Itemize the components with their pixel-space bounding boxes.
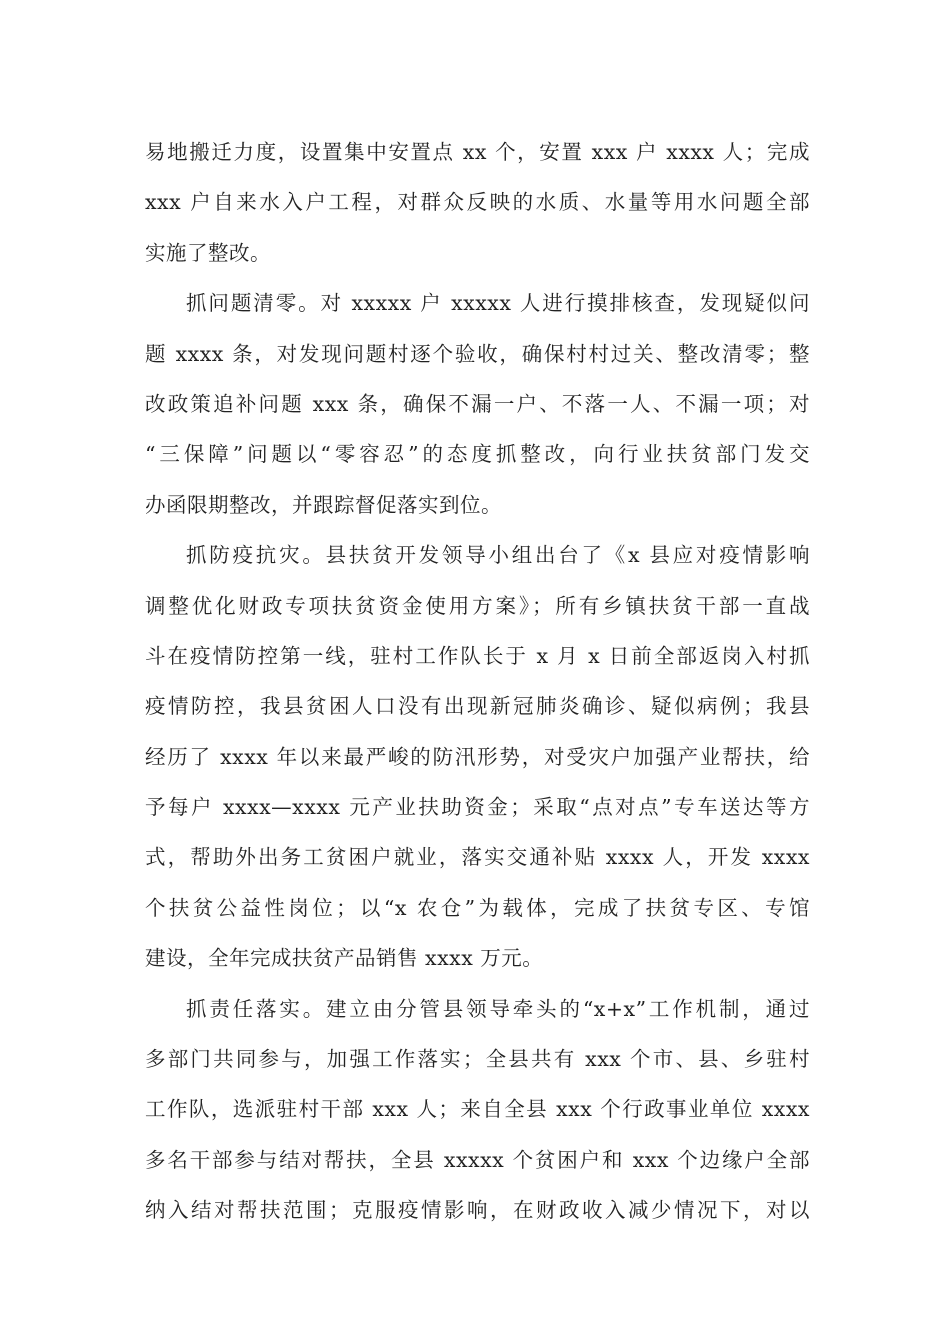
- text-line: 建设，全年完成扶贫产品销售 xxxx 万元。: [145, 946, 544, 971]
- text-line: “三保障”问题以“零容忍”的态度抓整改，向行业扶贫部门发交: [145, 442, 810, 467]
- text-line: 多部门共同参与，加强工作落实；全县共有 xxx 个市、县、乡驻村: [145, 1047, 810, 1072]
- text-line: 抓防疫抗灾。县扶贫开发领导小组出台了《x 县应对疫情影响: [186, 543, 810, 568]
- text-line: 工作队，选派驻村干部 xxx 人；来自全县 xxx 个行政事业单位 xxxx: [145, 1097, 810, 1122]
- paragraph-relocation-continuation: [145, 130, 810, 281]
- text-line: 纳入结对帮扶范围；克服疫情影响，在财政收入减少情况下，对以: [145, 1198, 810, 1223]
- text-line: 予每户 xxxx—xxxx 元产业扶助资金；采取“点对点”专车送达等方: [145, 795, 810, 820]
- text-line: 抓责任落实。建立由分管县领导牵头的“x+x”工作机制，通过: [186, 996, 810, 1021]
- text-line: 题 xxxx 条，对发现问题村逐个验收，确保村村过关、整改清零；整: [145, 341, 810, 366]
- document-body: [145, 130, 810, 1239]
- text-line: 式，帮助外出务工贫困户就业，落实交通补贴 xxxx 人，开发 xxxx: [145, 845, 810, 870]
- text-line: 疫情防控，我县贫困人口没有出现新冠肺炎确诊、疑似病例；我县: [145, 694, 810, 719]
- text-line: 改政策追补问题 xxx 条，确保不漏一户、不落一人、不漏一项；对: [145, 391, 810, 416]
- paragraph-responsibility: [145, 987, 810, 1239]
- text-line: 抓问题清零。对 xxxxx 户 xxxxx 人进行摸排核查，发现疑似问: [186, 291, 810, 316]
- paragraph-problem-clearing: [145, 281, 810, 533]
- text-line: 办函限期整改，并跟踪督促落实到位。: [145, 492, 502, 517]
- text-line: 调整优化财政专项扶贫资金使用方案》；所有乡镇扶贫干部一直战: [145, 593, 810, 618]
- text-line: 实施了整改。: [145, 240, 271, 265]
- text-line: 个扶贫公益性岗位；以“x 农仓”为载体，完成了扶贫专区、专馆: [145, 895, 810, 920]
- text-line: 经历了 xxxx 年以来最严峻的防汛形势，对受灾户加强产业帮扶，给: [145, 744, 810, 769]
- text-line: 多名干部参与结对帮扶，全县 xxxxx 个贫困户和 xxx 个边缘户全部: [145, 1147, 810, 1172]
- text-line: xxx 户自来水入户工程，对群众反映的水质、水量等用水问题全部: [145, 190, 810, 215]
- text-line: 易地搬迁力度，设置集中安置点 xx 个，安置 xxx 户 xxxx 人；完成: [145, 140, 810, 164]
- text-line: 斗在疫情防控第一线，驻村工作队长于 x 月 x 日前全部返岗入村抓: [145, 643, 810, 668]
- paragraph-epidemic-disaster: [145, 533, 810, 987]
